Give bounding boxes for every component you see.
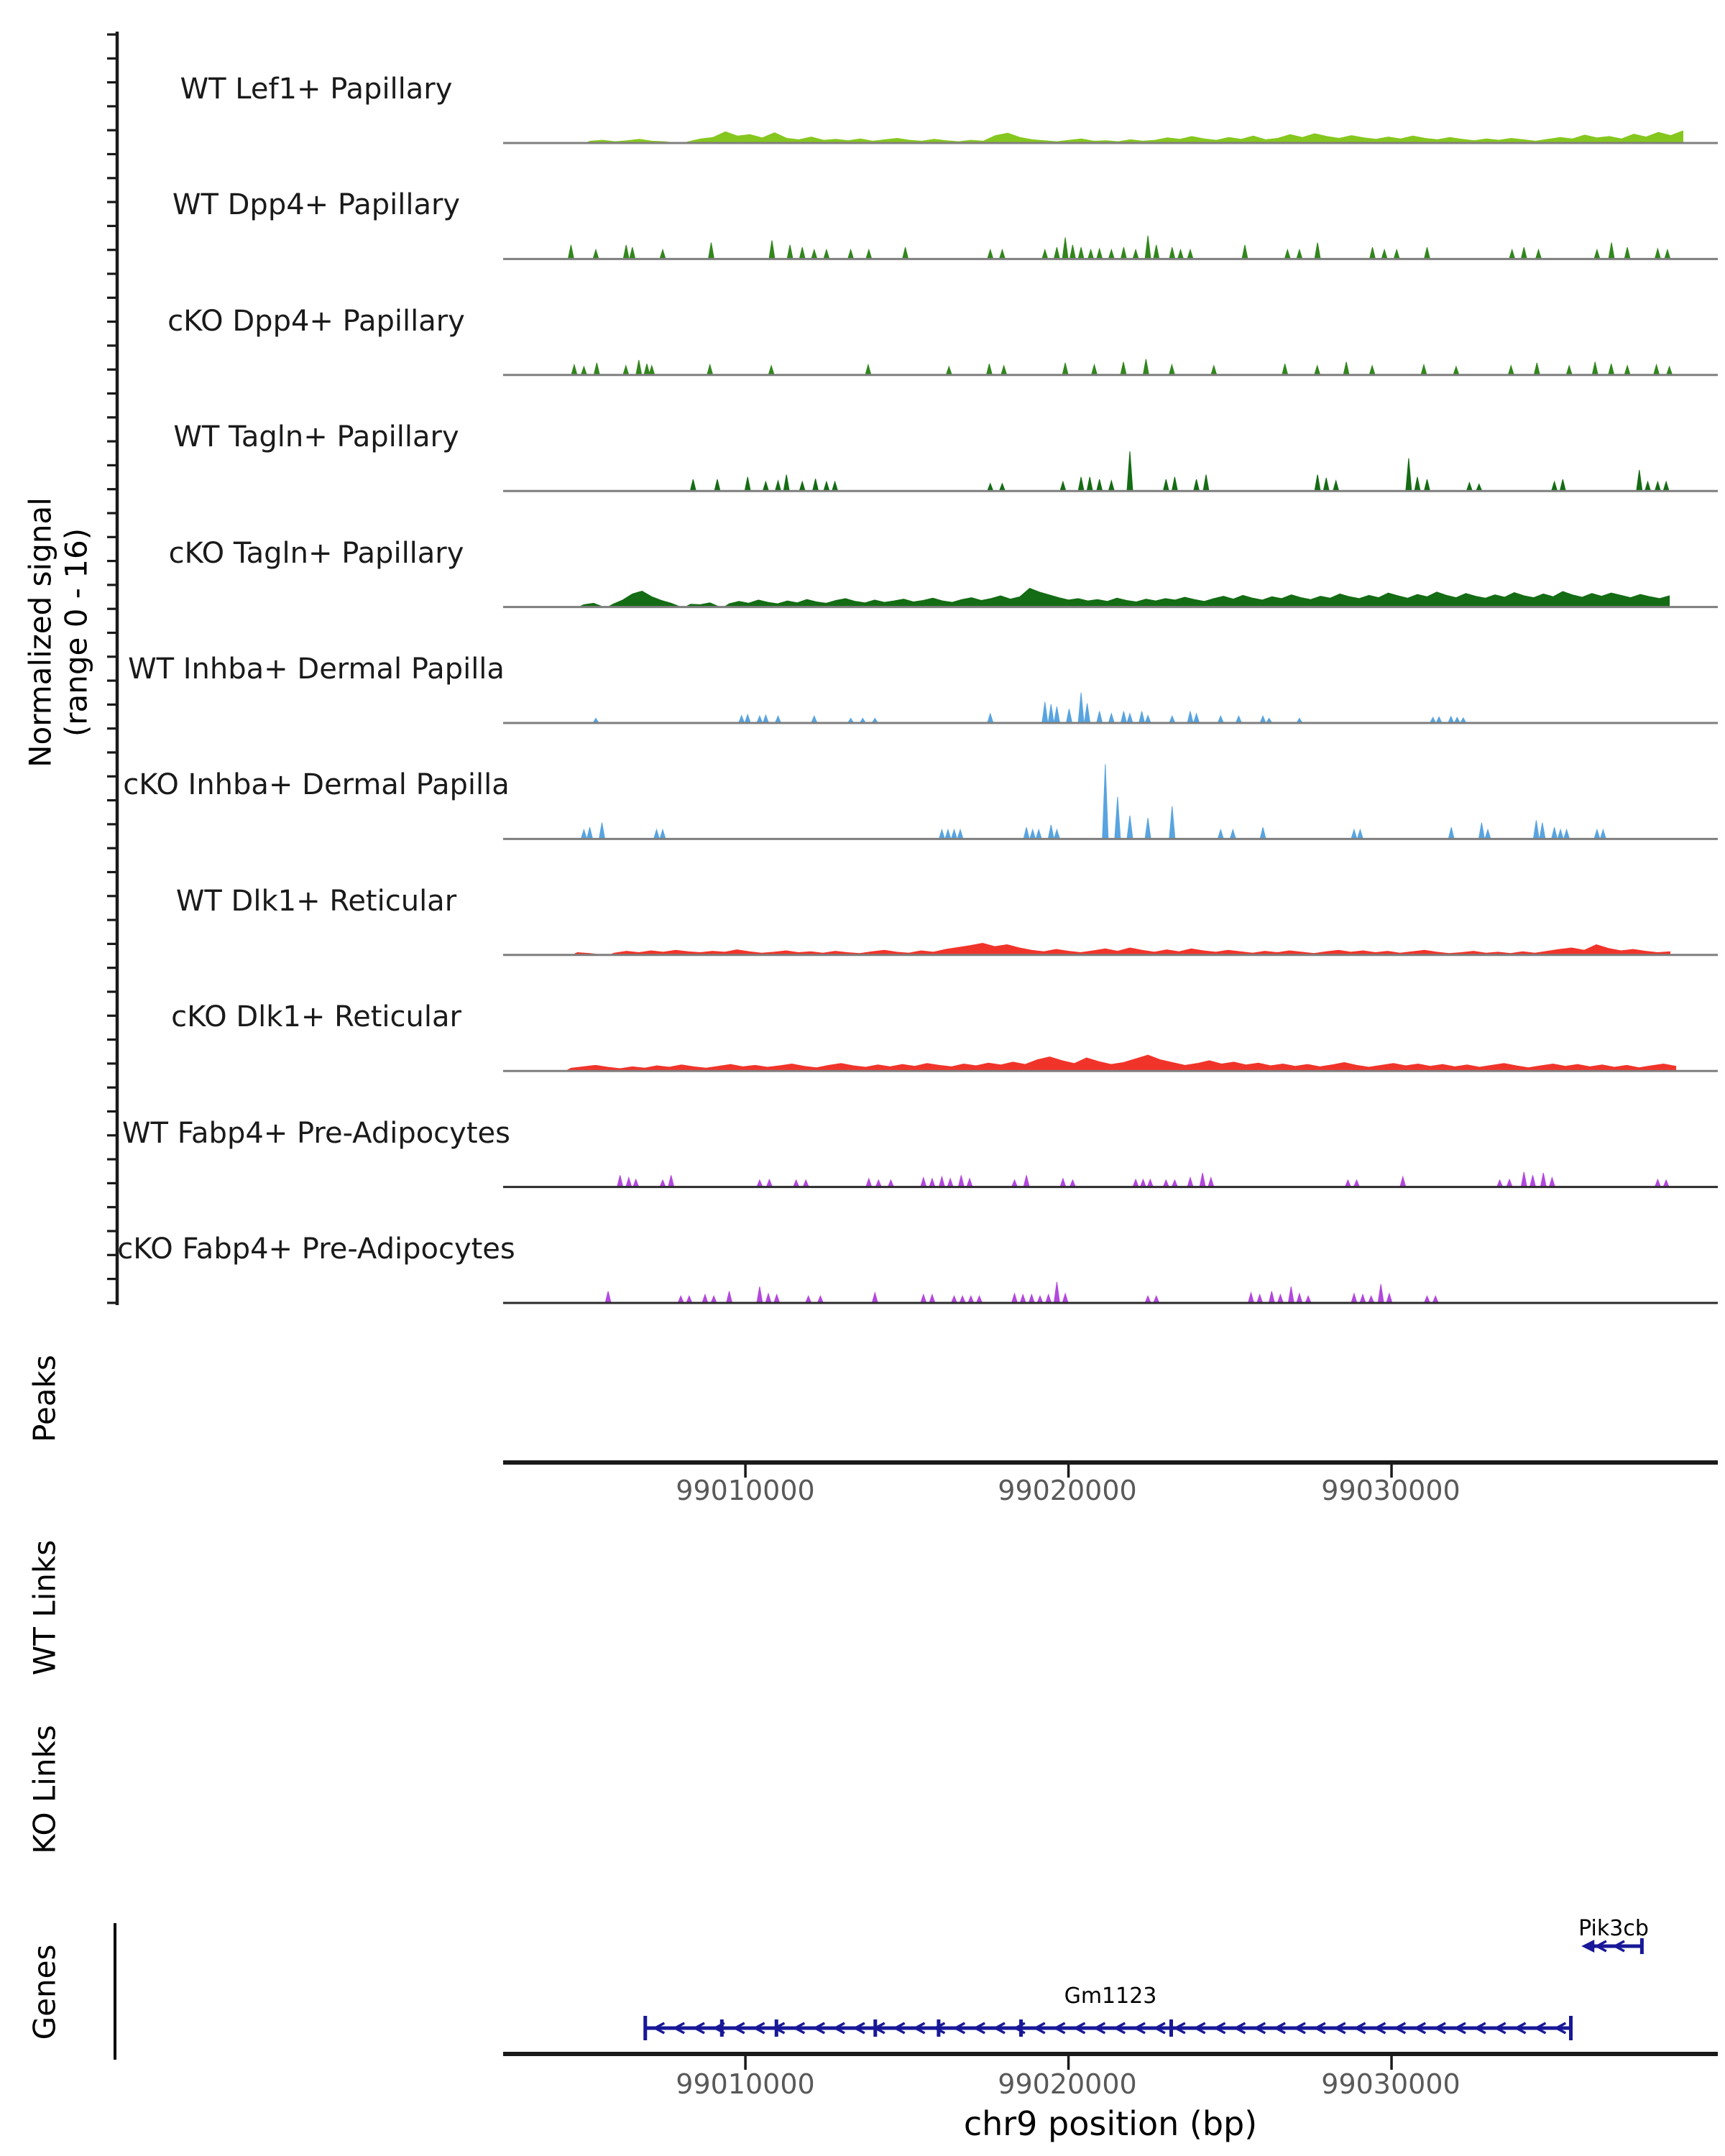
gene-label-gm1123: Gm1123 — [1064, 1984, 1157, 2009]
signal-area-2 — [568, 236, 1670, 259]
signal-area-6 — [593, 693, 1466, 723]
y-axis-label-line1: Normalized signal — [22, 497, 58, 768]
gene-exon-Gm1123 — [873, 2019, 877, 2037]
peaks-axis-tick-99020000: 99020000 — [998, 1475, 1137, 1506]
signal-area-4 — [690, 451, 1669, 491]
section-label-genes: Genes — [27, 1944, 63, 2040]
peaks-axis-tick-99010000: 99010000 — [676, 1475, 815, 1506]
track-label-1: WT Lef1+ Papillary — [180, 73, 453, 106]
track-label-3: cKO Dpp4+ Papillary — [167, 304, 465, 338]
signal-area-8 — [572, 944, 1670, 955]
track-label-5: cKO Tagln+ Papillary — [168, 536, 464, 570]
signal-area-9 — [566, 1055, 1675, 1071]
peaks-axis-tick-99030000: 99030000 — [1321, 1475, 1460, 1506]
genes-axis-tick-99020000: 99020000 — [998, 2068, 1137, 2100]
track-label-9: cKO Dlk1+ Reticular — [171, 1000, 461, 1034]
gene-exon-Gm1123 — [720, 2019, 724, 2037]
signal-area-1 — [585, 131, 1683, 143]
track-label-7: cKO Inhba+ Dermal Papilla — [123, 768, 510, 802]
genes-axis-tick-99010000: 99010000 — [676, 2068, 815, 2100]
x-axis-title: chr9 position (bp) — [963, 2104, 1258, 2143]
y-axis-label-line2: (range 0 - 16) — [59, 528, 94, 737]
gene-label-pik3cb: Pik3cb — [1578, 1916, 1649, 1941]
track-label-10: WT Fabp4+ Pre-Adipocytes — [122, 1116, 510, 1150]
signal-area-3 — [571, 359, 1673, 375]
genes-axis-tick-99030000: 99030000 — [1321, 2068, 1460, 2100]
section-label-wt-links: WT Links — [27, 1539, 63, 1676]
gene-exon-Gm1123 — [1019, 2019, 1023, 2037]
track-label-11: cKO Fabp4+ Pre-Adipocytes — [117, 1233, 515, 1266]
gene-exon-Gm1123 — [775, 2019, 778, 2037]
track-label-4: WT Tagln+ Papillary — [173, 420, 459, 454]
signal-area-5 — [579, 589, 1669, 607]
track-label-6: WT Inhba+ Dermal Papilla — [128, 653, 505, 686]
track-label-8: WT Dlk1+ Reticular — [175, 884, 457, 918]
signal-area-11 — [605, 1282, 1438, 1303]
section-label-ko-links: KO Links — [27, 1725, 63, 1854]
signal-area-7 — [581, 764, 1606, 839]
gene-exon-Gm1123 — [1169, 2019, 1173, 2037]
y-axis-label — [23, 497, 96, 768]
gene-arrowhead-pik3cb — [1581, 1940, 1594, 1953]
gene-exon-Gm1123 — [937, 2019, 940, 2037]
signal-area-10 — [617, 1172, 1669, 1187]
section-label-peaks: Peaks — [27, 1355, 63, 1442]
gene-exon-Gm1123 — [1569, 2016, 1573, 2040]
track-label-2: WT Dpp4+ Papillary — [172, 188, 461, 222]
gene-exon-Gm1123 — [643, 2016, 647, 2040]
